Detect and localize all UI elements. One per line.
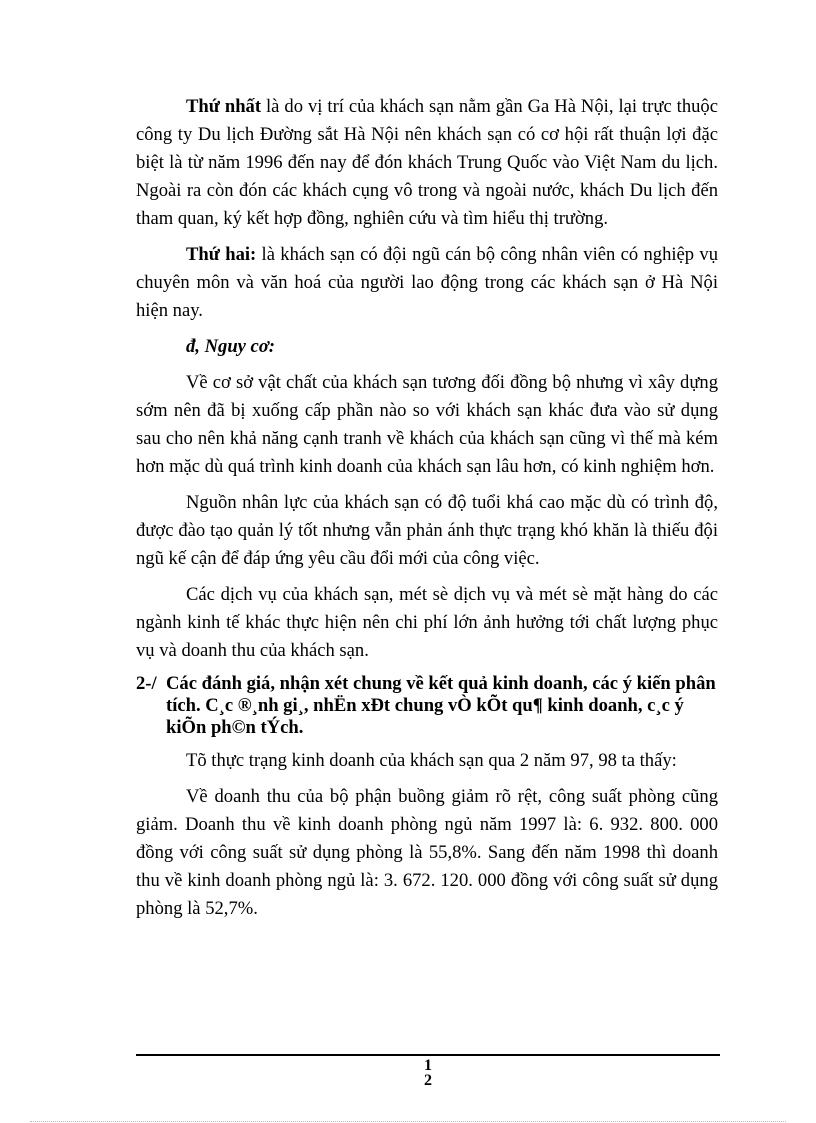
section-number: 2-/	[136, 673, 157, 694]
paragraph-second-advantage	[136, 241, 718, 325]
page-bottom-border	[30, 1121, 786, 1122]
paragraph-services: Các dịch vụ của khách sạn, mét sè dịch vụ và mét sè mặt hàng do các ngành kinh tế khác thực hiện nên chi phí lớn ảnh hưởng tới chất lượng phục vụ và doanh thu của khách sạn.	[136, 584, 718, 661]
paragraph-lead-bold: Thứ hai:	[186, 244, 257, 265]
section-heading	[136, 673, 718, 739]
page-number	[418, 1058, 438, 1088]
subheading-risks: đ, Nguy cơ:	[186, 336, 275, 357]
body-text	[136, 93, 718, 931]
paragraph-intro: Tõ thực trạng kinh doanh của khách sạn qua 2 năm 97, 98 ta thấy:	[186, 750, 677, 771]
page-number-top: 1	[424, 1057, 432, 1074]
paragraph-lead-bold: Thứ nhất	[186, 96, 262, 117]
section-title: Các đánh giá, nhận xét chung về kết quả kinh doanh, các ý kiến phân tích. C¸c ®¸nh gi¸, nhËn xÐt chung vÒ kÕt qu¶ kinh doanh, c¸c ý kiÕn ph©n tÝch.	[166, 673, 716, 738]
paragraph-facilities: Về cơ sở vật chất của khách sạn tương đối đồng bộ nhưng vì xây dựng sớm nên đã bị xuống cấp phần nào so với khách sạn khác đưa vào sử dụng sau cho nên khả năng cạnh tranh về khách của khách sạn cũng vì thế mà kém hơn mặc dù quá trình kinh doanh của khách sạn lâu hơn, có kinh nghiệm hơn.	[136, 372, 718, 477]
paragraph-text: là khách sạn có đội ngũ cán bộ công nhân viên có nghiệp vụ chuyên môn và văn hoá của người lao động trong các khách sạn ở Hà Nội hiện nay.	[136, 244, 719, 321]
paragraph-text: là do vị trí của khách sạn nằm gần Ga Hà Nội, lại trực thuộc công ty Du lịch Đường sắt Hà Nội nên khách sạn có cơ hội rất thuận lợi đặc biệt là từ năm 1996 đến nay để đón khách Trung Quốc vào Việt Nam du lịch. Ngoài ra còn đón các khách cụng vô trong và ngoài nước, khách Du lịch đến tham quan, ký kết hợp đồng, nghiên cứu và tìm hiểu thị trường.	[136, 96, 718, 229]
page-number-bottom: 2	[424, 1072, 432, 1089]
paragraph-human-resources: Nguồn nhân lực của khách sạn có độ tuổi khá cao mặc dù có trình độ, được đào tạo quản lý tốt nhưng vẫn phản ánh thực trạng khó khăn là thiếu đội ngũ kế cận để đáp ứng yêu cầu đổi mới của công việc.	[136, 492, 718, 569]
paragraph-revenue: Về doanh thu của bộ phận buồng giảm rõ rệt, công suất phòng cũng giảm. Doanh thu về kinh doanh phòng ngủ năm 1997 là: 6. 932. 800. 000 đồng với công suất sử dụng phòng là 55,8%. Sang đến năm 1998 thì doanh thu về kinh doanh phòng ngủ là: 3. 672. 120. 000 đồng với công suất sử dụng phòng là 52,7%.	[136, 786, 718, 919]
paragraph-first-advantage	[136, 93, 718, 233]
footer-divider	[136, 1054, 720, 1056]
